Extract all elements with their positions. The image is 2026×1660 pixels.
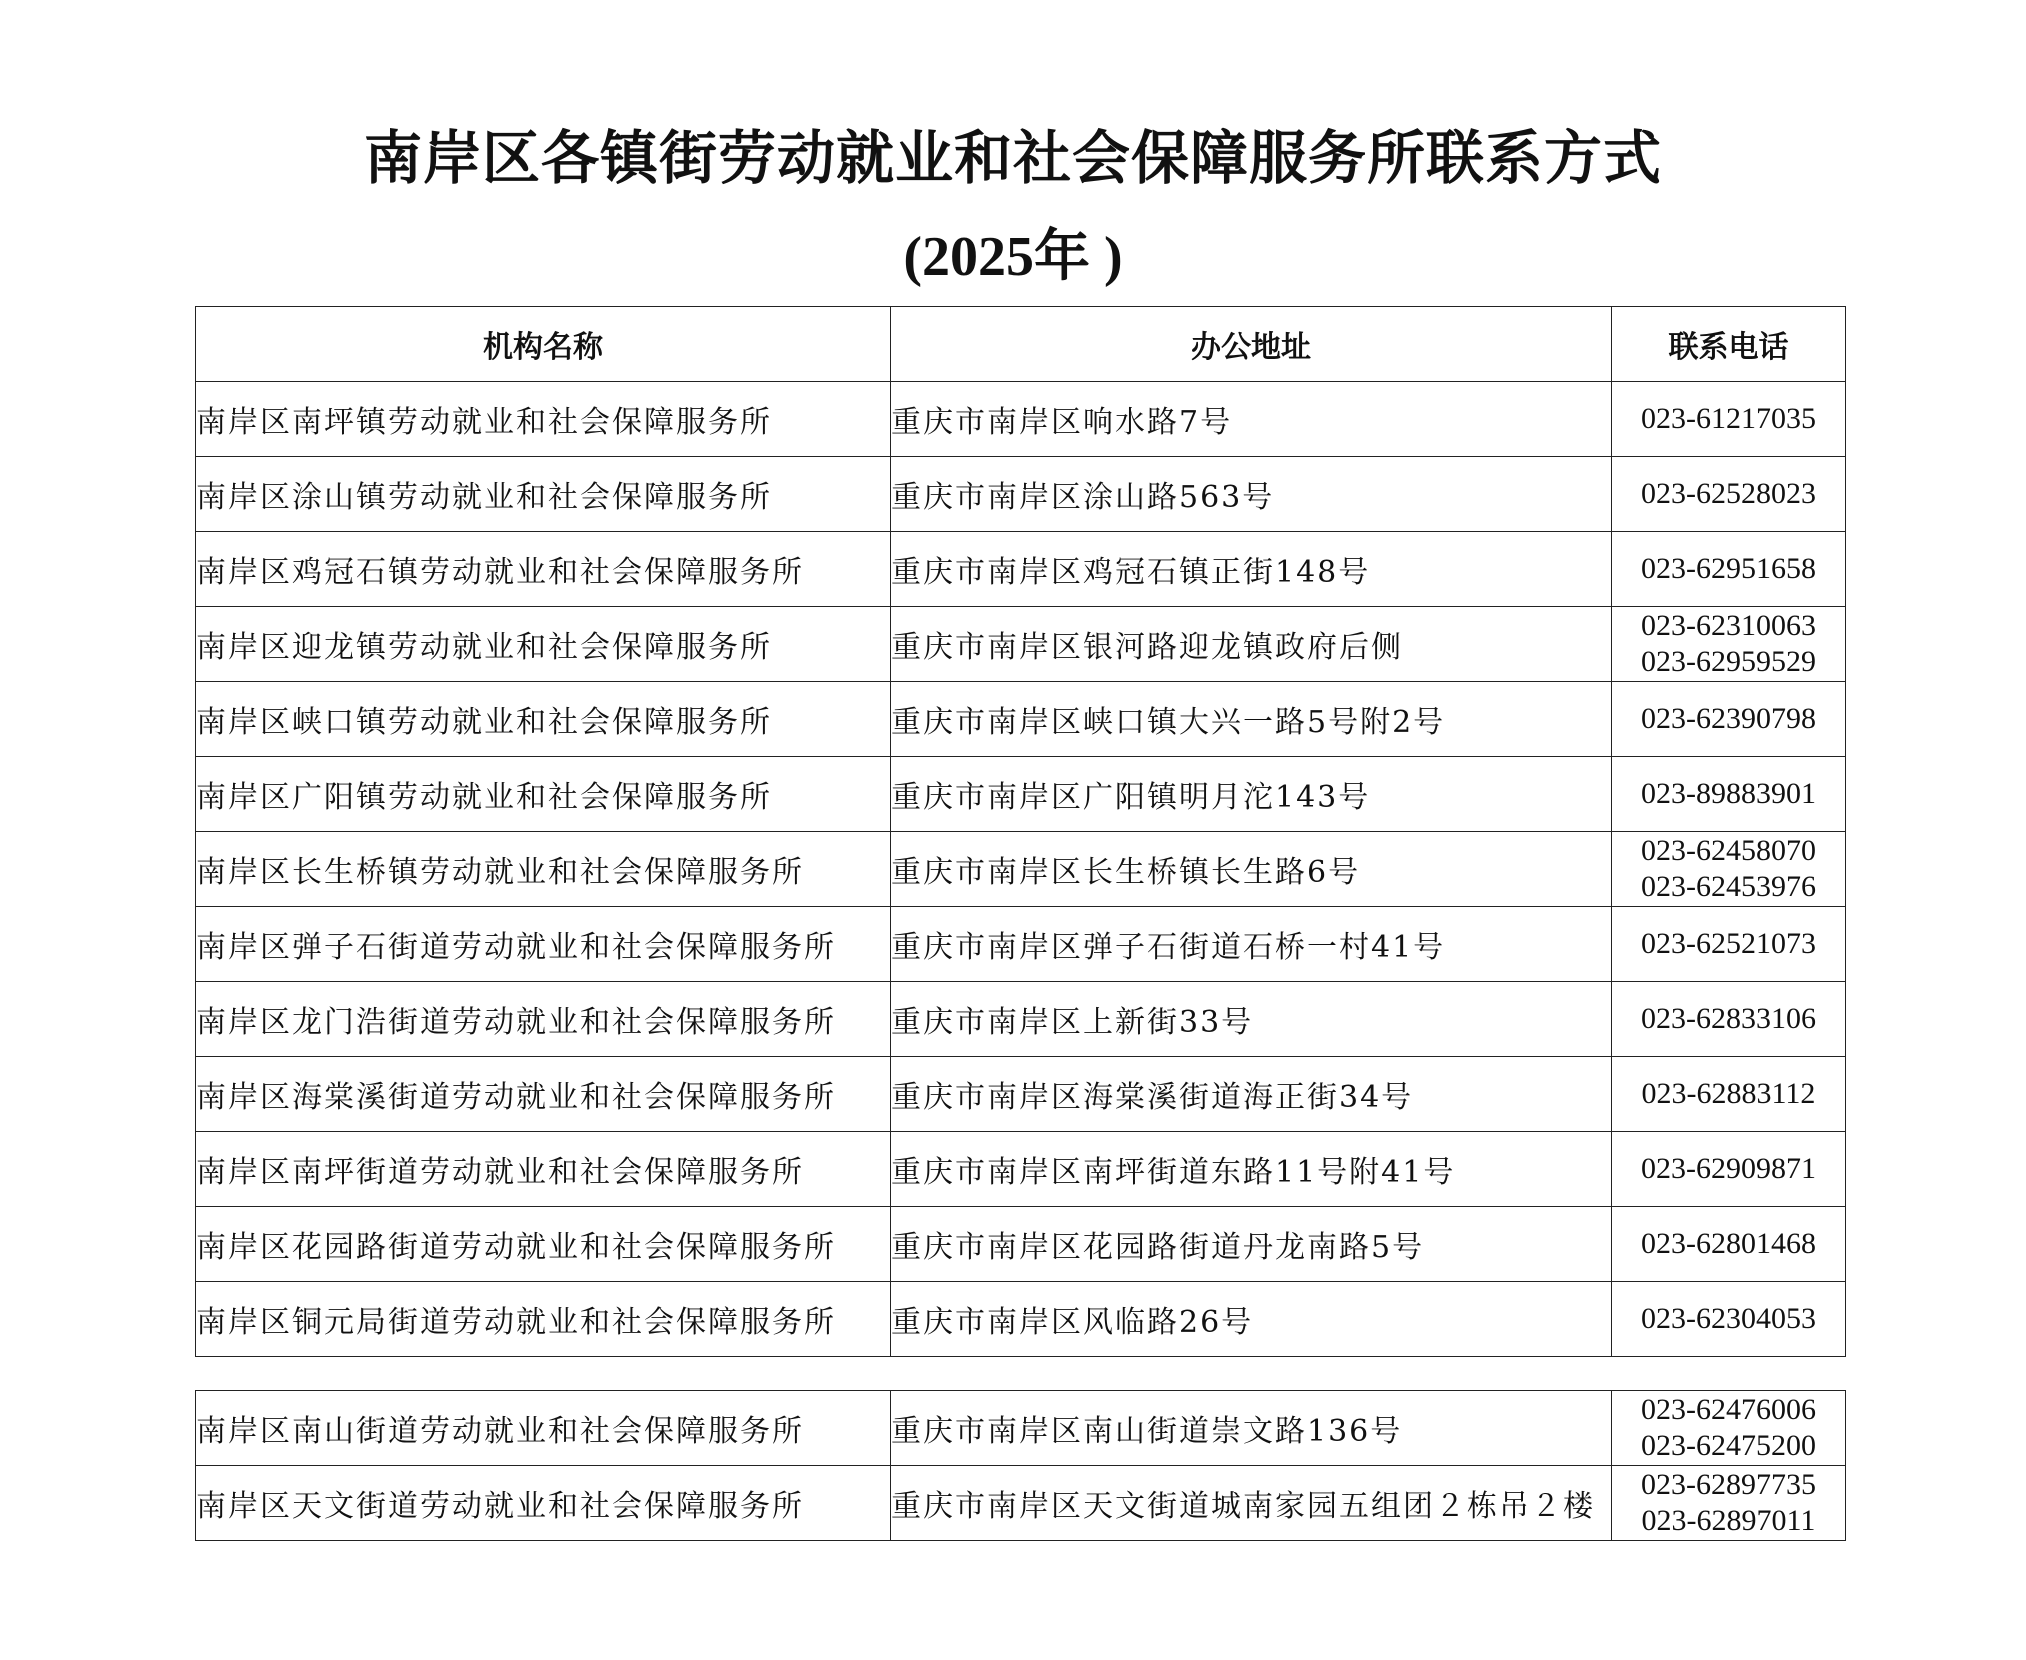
phone-number: 023-62521073 <box>1641 927 1816 960</box>
office-address: 重庆市南岸区上新街33号 <box>891 982 1612 1057</box>
office-phone <box>1612 1466 1846 1541</box>
phone-number: 023-62897735 <box>1641 1468 1816 1501</box>
office-phone <box>1612 607 1846 682</box>
office-address: 重庆市南岸区峡口镇大兴一路5号附2号 <box>891 682 1612 757</box>
office-name: 南岸区广阳镇劳动就业和社会保障服务所 <box>196 757 891 832</box>
document-title: 南岸区各镇街劳动就业和社会保障服务所联系方式 <box>363 124 1662 192</box>
office-phone <box>1612 1057 1846 1132</box>
office-address: 重庆市南岸区南山街道崇文路136号 <box>891 1391 1612 1466</box>
header-address: 办公地址 <box>891 307 1612 382</box>
table-row <box>196 1207 1846 1282</box>
office-address: 重庆市南岸区风临路26号 <box>891 1282 1612 1357</box>
contact-table <box>195 306 1846 1357</box>
office-address: 重庆市南岸区响水路7号 <box>891 382 1612 457</box>
phone-number: 023-62883112 <box>1641 1077 1816 1110</box>
office-phone <box>1612 1282 1846 1357</box>
document-subtitle: (2025年 ) <box>903 226 1123 288</box>
phone-number: 023-62390798 <box>1641 702 1816 735</box>
office-name: 南岸区峡口镇劳动就业和社会保障服务所 <box>196 682 891 757</box>
office-phone <box>1612 757 1846 832</box>
office-name: 南岸区花园路街道劳动就业和社会保障服务所 <box>196 1207 891 1282</box>
table-row <box>196 982 1846 1057</box>
office-address: 重庆市南岸区弹子石街道石桥一村41号 <box>891 907 1612 982</box>
office-name: 南岸区弹子石街道劳动就业和社会保障服务所 <box>196 907 891 982</box>
office-name: 南岸区南坪街道劳动就业和社会保障服务所 <box>196 1132 891 1207</box>
office-name: 南岸区长生桥镇劳动就业和社会保障服务所 <box>196 832 891 907</box>
table-body-continued <box>196 1391 1846 1541</box>
phone-number: 023-89883901 <box>1641 777 1816 810</box>
table-row <box>196 532 1846 607</box>
office-phone <box>1612 382 1846 457</box>
phone-number: 023-62959529 <box>1641 645 1816 678</box>
table-row <box>196 1391 1846 1466</box>
header-name: 机构名称 <box>196 307 891 382</box>
table-row <box>196 382 1846 457</box>
office-address: 重庆市南岸区花园路街道丹龙南路5号 <box>891 1207 1612 1282</box>
header-phone: 联系电话 <box>1612 307 1846 382</box>
office-address: 重庆市南岸区南坪街道东路11号附41号 <box>891 1132 1612 1207</box>
phone-number: 023-62310063 <box>1641 609 1816 642</box>
table-row <box>196 1132 1846 1207</box>
table-row <box>196 757 1846 832</box>
office-name: 南岸区海棠溪街道劳动就业和社会保障服务所 <box>196 1057 891 1132</box>
office-address: 重庆市南岸区天文街道城南家园五组团２栋吊２楼 <box>891 1466 1612 1541</box>
table-row <box>196 1466 1846 1541</box>
office-phone <box>1612 1132 1846 1207</box>
office-phone <box>1612 1207 1846 1282</box>
phone-number: 023-62897011 <box>1641 1504 1816 1537</box>
office-phone <box>1612 982 1846 1057</box>
office-name: 南岸区龙门浩街道劳动就业和社会保障服务所 <box>196 982 891 1057</box>
phone-number: 023-62833106 <box>1641 1002 1816 1035</box>
office-address: 重庆市南岸区涂山路563号 <box>891 457 1612 532</box>
phone-number: 023-62951658 <box>1641 552 1816 585</box>
phone-number: 023-62801468 <box>1641 1227 1816 1260</box>
office-phone <box>1612 457 1846 532</box>
office-phone <box>1612 532 1846 607</box>
office-address: 重庆市南岸区鸡冠石镇正街148号 <box>891 532 1612 607</box>
office-address: 重庆市南岸区广阳镇明月沱143号 <box>891 757 1612 832</box>
table-body <box>196 382 1846 1357</box>
phone-number: 023-62528023 <box>1641 477 1816 510</box>
table-row <box>196 682 1846 757</box>
contact-table-continued <box>195 1390 1846 1541</box>
table-row <box>196 832 1846 907</box>
phone-number: 023-62475200 <box>1641 1429 1816 1462</box>
office-name: 南岸区迎龙镇劳动就业和社会保障服务所 <box>196 607 891 682</box>
phone-number: 023-62909871 <box>1641 1152 1816 1185</box>
office-address: 重庆市南岸区海棠溪街道海正街34号 <box>891 1057 1612 1132</box>
office-address: 重庆市南岸区长生桥镇长生路6号 <box>891 832 1612 907</box>
office-name: 南岸区南山街道劳动就业和社会保障服务所 <box>196 1391 891 1466</box>
office-phone <box>1612 682 1846 757</box>
phone-number: 023-61217035 <box>1641 402 1816 435</box>
office-name: 南岸区铜元局街道劳动就业和社会保障服务所 <box>196 1282 891 1357</box>
table-header-row <box>196 307 1846 382</box>
office-name: 南岸区天文街道劳动就业和社会保障服务所 <box>196 1466 891 1541</box>
office-phone <box>1612 1391 1846 1466</box>
office-name: 南岸区鸡冠石镇劳动就业和社会保障服务所 <box>196 532 891 607</box>
table-row <box>196 607 1846 682</box>
table-row <box>196 1282 1846 1357</box>
table-row <box>196 457 1846 532</box>
phone-number: 023-62458070 <box>1641 834 1816 867</box>
phone-number: 023-62453976 <box>1641 870 1816 903</box>
phone-number: 023-62476006 <box>1641 1393 1816 1426</box>
table-row <box>196 1057 1846 1132</box>
office-phone <box>1612 832 1846 907</box>
office-name: 南岸区涂山镇劳动就业和社会保障服务所 <box>196 457 891 532</box>
office-address: 重庆市南岸区银河路迎龙镇政府后侧 <box>891 607 1612 682</box>
phone-number: 023-62304053 <box>1641 1302 1816 1335</box>
table-row <box>196 907 1846 982</box>
office-phone <box>1612 907 1846 982</box>
office-name: 南岸区南坪镇劳动就业和社会保障服务所 <box>196 382 891 457</box>
